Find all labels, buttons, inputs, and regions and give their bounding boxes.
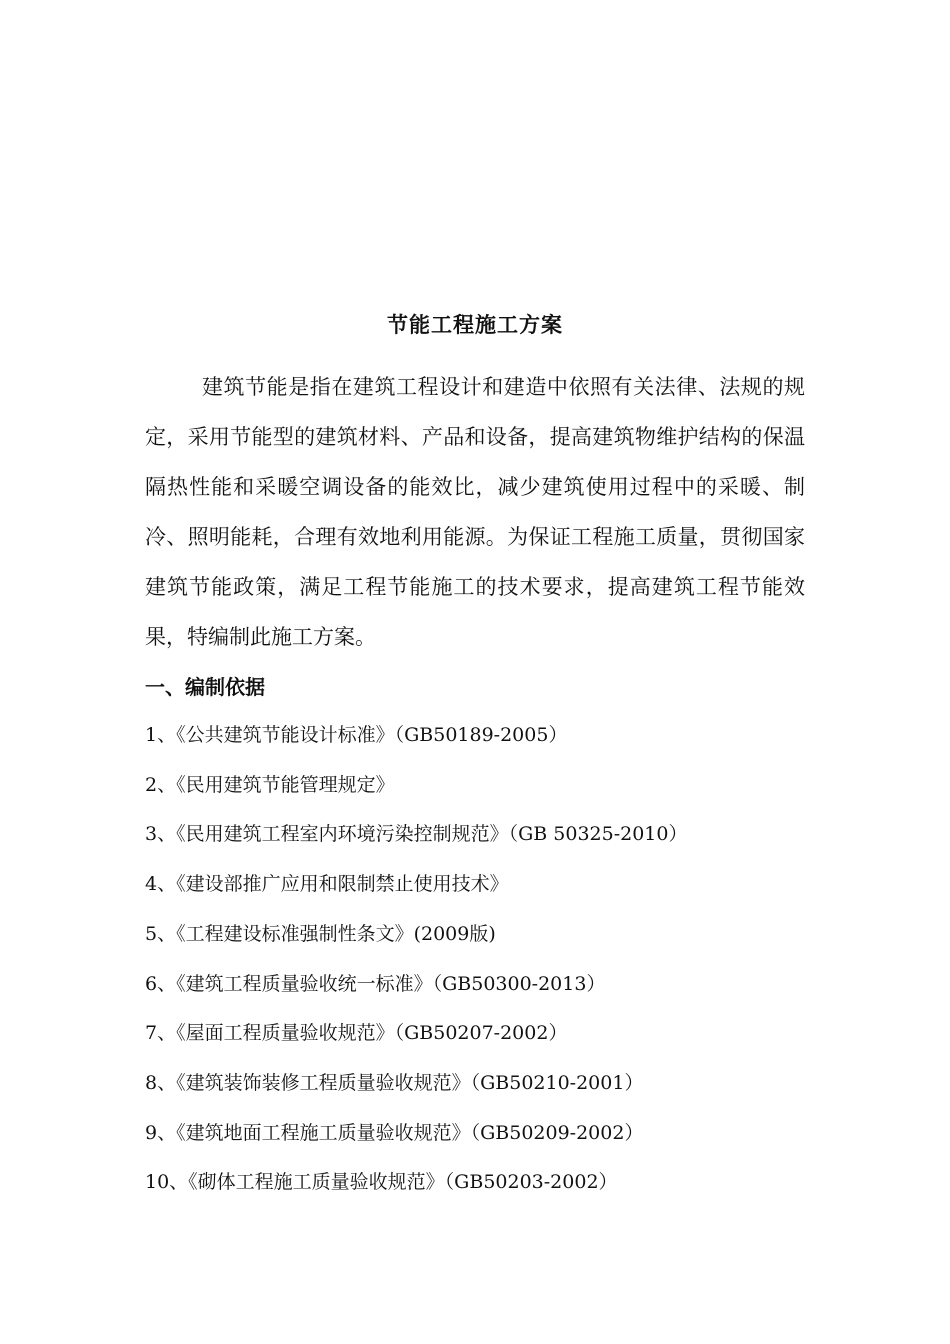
basis-list xyxy=(145,711,825,1208)
section-heading-basis: 一、编制依据 xyxy=(145,675,265,699)
list-item: 6、《建筑工程质量验收统一标准》（GB50300-2013） xyxy=(145,972,606,995)
list-item: 3、《民用建筑工程室内环境污染控制规范》（GB 50325-2010） xyxy=(145,823,688,846)
list-item: 10、《砌体工程施工质量验收规范》（GB50203-2002） xyxy=(145,1171,618,1194)
document-title: 节能工程施工方案 xyxy=(387,313,563,337)
list-item: 7、《屋面工程质量验收规范》（GB50207-2002） xyxy=(145,1022,568,1045)
list-item: 4、《建设部推广应用和限制禁止使用技术》 xyxy=(145,873,509,896)
intro-paragraph: 建筑节能是指在建筑工程设计和建造中依照有关法律、法规的规定，采用节能型的建筑材料、产品和设备，提高建筑物维护结构的保温隔热性能和采暖空调设备的能效比，减少建筑使用过程中的采暖、制冷、照明能耗，合理有效地利用能源。为保证工程施工质量，贯彻国家建筑节能政策，满足工程节能施工的技术要求，提高建筑工程节能效果，特编制此施工方案。 xyxy=(145,375,805,649)
list-item: 2、《民用建筑节能管理规定》 xyxy=(145,773,395,796)
list-item: 1、《公共建筑节能设计标准》（GB50189-2005） xyxy=(145,724,568,746)
list-item: 9、《建筑地面工程施工质量验收规范》（GB50209-2002） xyxy=(145,1121,644,1144)
list-item: 5、《工程建设标准强制性条文》(2009版) xyxy=(145,922,496,945)
list-item: 8、《建筑装饰装修工程质量验收规范》（GB50210-2001） xyxy=(145,1071,644,1094)
